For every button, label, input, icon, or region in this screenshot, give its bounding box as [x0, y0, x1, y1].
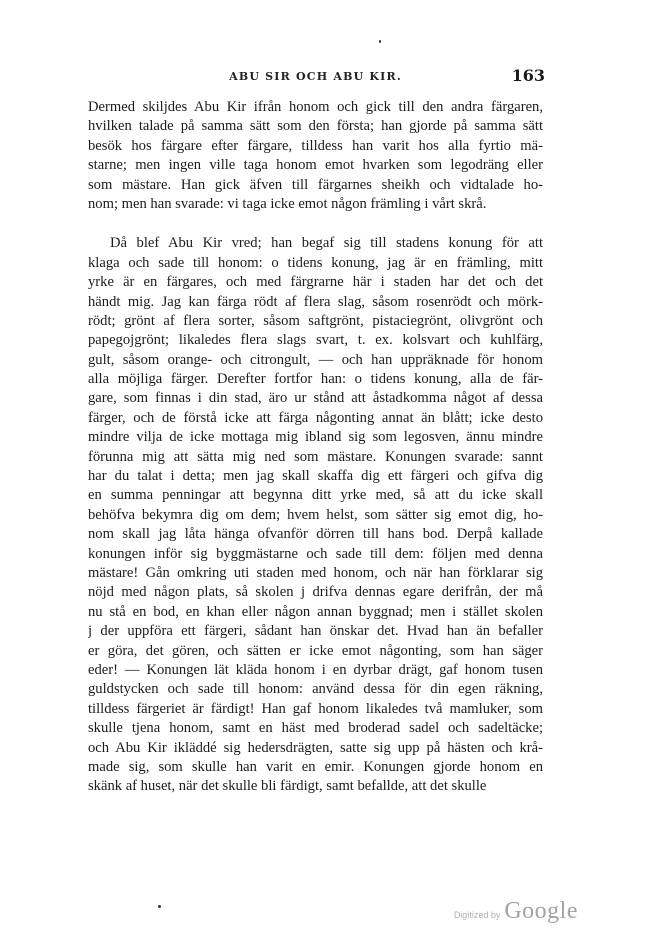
text-line: förunna mig att sätta mig ned som mästare. Konungen svarade: sannt — [88, 448, 543, 465]
text-line: färger, och de förstå icke att färga någonting annat än blått; icke desto — [88, 409, 543, 426]
running-head — [88, 66, 543, 90]
text-line: j der uppföra ett färgeri, sådant han önskar det. Hvad han än befaller — [88, 623, 543, 640]
google-logo: Google — [504, 898, 578, 924]
text-line: gare, som finnas i din stad, äro ur stånd att åstadkomma något af dessa — [88, 390, 543, 407]
text-line: gult, såsom orange- och citrongult, — och han uppräknade för honom — [88, 351, 543, 368]
text-line: er göra, det gören, och sätten er icke emot någonting, som han säger — [88, 642, 543, 659]
text-line: made sig, som skulle han varit en emir. Konungen gjorde honom en — [88, 758, 543, 775]
page-number: 163 — [511, 66, 545, 85]
text-line: starne; men ingen ville taga honom emot hvarken som legodräng eller — [88, 157, 543, 174]
text-line: händt mig. Jag kan färga rödt af flera slag, såsom rosenrödt och mörk- — [88, 293, 543, 310]
ink-speck — [158, 905, 161, 908]
text-line: en summa penningar att begynna ditt yrke med, så att du icke skall — [88, 487, 543, 504]
watermark-prefix: Digitized by — [453, 910, 501, 920]
running-title: ABU SIR OCH ABU KIR. — [229, 70, 402, 83]
paragraph-2 — [88, 234, 543, 796]
text-line: yrke är en färgares, och med färgrarne här i staden har det och det — [88, 274, 543, 291]
text-line: som mästare. Han gick äfven till färgarnes sheikh och vidtalade ho- — [88, 176, 543, 193]
text-line: hvilken talade på samma sätt som den första; han gjorde på samma sätt — [88, 118, 543, 135]
text-line: besök hos färgare efter färgare, tilldess han varit hos alla fyrtio mä- — [88, 137, 543, 154]
digitization-watermark — [454, 898, 578, 928]
text-line: guldstycken och sade till honom: använd dessa för din egen räkning, — [88, 681, 543, 698]
text-line: nom skall jag låta hänga ofvanför dörren till hans bod. Derpå kallade — [88, 526, 543, 543]
text-line: klaga och sade till honom: o tidens konung, jag är en främling, mitt — [88, 254, 543, 271]
body-text — [88, 98, 543, 797]
text-line: mästare! Gån omkring uti staden med honom, och när han förklarar sig — [88, 564, 543, 581]
text-line: skulle tjena honom, samt en häst med broderad sadel och sadeltäcke; — [88, 720, 543, 737]
text-line: eder! — Konungen lät kläda honom i en dyrbar drägt, gaf honom tusen — [88, 661, 543, 678]
text-line: och Abu Kir ikläddé sig hedersdrägten, satte sig upp på hästen och krå- — [88, 739, 543, 756]
text-line: mindre vilja de icke mottaga mig ibland sig som legosven, ännu mindre — [88, 429, 543, 446]
text-line: tilldess färgeriet är färdigt! Han gaf honom likaledes två mamluker, som — [88, 700, 543, 717]
text-line: rödt; grönt af flera sorter, såsom saftgrönt, pistaciegrönt, olivgrönt och — [88, 312, 543, 329]
paragraph-1 — [88, 98, 543, 214]
text-line: nu stå en bod, en khan eller någon annan byggnad; men i stället skolen — [88, 603, 543, 620]
text-line: nöjd med någon plats, så skolen j drifva dennas egare derifrån, der må — [88, 584, 543, 601]
text-line: papegojgrönt; likaledes flera slags svart, t. ex. kolsvart och kuhlfärg, — [88, 332, 543, 349]
text-line: nom; men han svarade: vi taga icke emot någon främling i vårt skrå. — [88, 195, 487, 212]
text-line: har du talat i detta; men jag skall skaffa dig ett färgeri och gifva dig — [88, 468, 543, 485]
text-line: Dermed skiljdes Abu Kir ifrån honom och gick till den andra färgaren, — [88, 99, 543, 115]
text-line: behöfva bekymra dig om dem; hvem helst, som sätter sig emot dig, ho- — [88, 506, 543, 523]
text-line: skänk af huset, när det skulle bli färdigt, samt befallde, att det skulle — [88, 778, 487, 795]
ink-speck — [379, 40, 381, 43]
text-line: konungen inför sig byggmästarne och sade till dem: följen med denna — [88, 545, 543, 562]
text-line: Då blef Abu Kir vred; han begaf sig till stadens konung för att — [110, 235, 543, 252]
text-line: alla möjliga färger. Derefter fortfor han: o tidens konung, alla de fär- — [88, 371, 543, 388]
